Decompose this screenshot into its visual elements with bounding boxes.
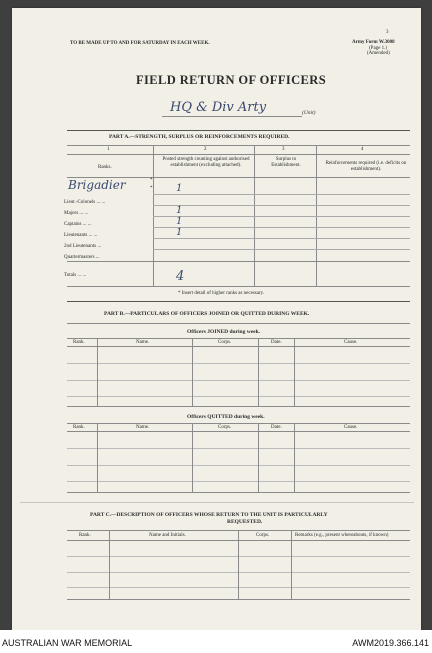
quitted-col-name: Name.: [136, 425, 150, 430]
part-a-bottom-rule: [67, 301, 410, 302]
joined-row-3: [67, 396, 410, 397]
col-num-4: 4: [361, 147, 364, 152]
col-head-reinforcements: Reinforcements required (i.e. deficits on establishment).: [325, 161, 407, 172]
rank-lieutenants: Lieutenants ... ...: [64, 233, 98, 238]
joined-vrule-2: [192, 338, 193, 406]
part-a-rule-1: [67, 145, 410, 146]
rank-lieut-colonels: Lieut.-Colonels ... ...: [64, 200, 106, 205]
part-c-col-name: Name and Initials.: [149, 533, 186, 538]
form-status: (Amended): [367, 51, 390, 56]
part-a-row-rule-5: [153, 249, 410, 250]
rank-captains: Captains ... ...: [64, 222, 92, 227]
part-a-rule-5: [67, 286, 410, 287]
quitted-row-2: [67, 465, 410, 466]
quitted-title: Officers QUITTED during week.: [187, 414, 265, 420]
form-page: (Page 1.): [369, 46, 388, 51]
part-c-col-remarks: Remarks (e.g., present whereabouts, if known): [295, 533, 389, 538]
posted-majors: 1: [176, 205, 183, 216]
joined-title: Officers JOINED during week.: [187, 329, 261, 335]
posted-lieutenants: 1: [176, 227, 183, 238]
joined-vrule-4: [294, 338, 295, 406]
rank-brigadier: Brigadier: [68, 178, 126, 192]
quitted-col-corps: Corps.: [218, 425, 232, 430]
part-c-col-corps: Corps.: [256, 533, 270, 538]
joined-head-bottom: [67, 346, 410, 347]
quitted-col-cause: Cause.: [344, 425, 358, 430]
form-sheet: [12, 8, 421, 630]
rank-majors: Majors ... ...: [64, 211, 89, 216]
joined-vrule-1: [97, 338, 98, 406]
joined-row-2: [67, 380, 410, 381]
asterisk-1: *: [150, 178, 153, 183]
quitted-row-3: [67, 481, 410, 482]
unit-handwriting: HQ & Div Arty: [170, 100, 267, 115]
joined-col-cause: Cause.: [344, 340, 358, 345]
part-a-row-rule-3: [153, 227, 410, 228]
quitted-vrule-2: [192, 423, 193, 492]
rank-2nd-lieutenants: 2nd Lieutenants ...: [64, 244, 102, 249]
part-a-row-rule-4: [153, 238, 410, 239]
quitted-col-rank: Rank.: [73, 425, 85, 430]
part-a-row-rule-0: [153, 194, 410, 195]
rank-quartermasters: Quartermasters ...: [64, 255, 100, 260]
caption-bar: [0, 630, 432, 653]
joined-head-top: [67, 338, 410, 339]
quitted-head-bottom: [67, 431, 410, 432]
col-head-posted: Posted strength counting against authorised establishment (excluding attached).: [162, 157, 250, 168]
part-a-row-rule-2: [153, 216, 410, 217]
totals-label: Totals ... ...: [64, 273, 87, 278]
joined-col-date: Date.: [271, 340, 282, 345]
part-c-heading-1: PART C.—DESCRIPTION OF OFFICERS WHOSE RETURN TO THE UNIT IS PARTICULARLY: [90, 512, 328, 518]
part-a-heading: PART A.—STRENGTH, SURPLUS OR REINFORCEMENTS REQUIRED.: [109, 134, 290, 140]
part-c-col-rank: Rank.: [79, 533, 91, 538]
unit-underline: [162, 116, 302, 117]
col-num-1: 1: [107, 147, 110, 152]
joined-col-name: Name.: [136, 340, 150, 345]
quitted-row-1: [67, 448, 410, 449]
part-c-vrule-2: [238, 530, 239, 599]
quitted-bottom: [67, 492, 410, 493]
quitted-vrule-3: [258, 423, 259, 492]
form-name: Army Form W.3008: [352, 40, 395, 45]
part-a-top-rule: [67, 130, 410, 131]
part-b-top-rule: [67, 323, 410, 324]
caption-right: AWM2019.366.141: [352, 638, 429, 648]
col-head-surplus: Surplus to Establishment.: [271, 157, 301, 168]
asterisk-2: *: [150, 186, 153, 191]
form-mark: 3: [386, 30, 389, 35]
part-c-heading-2: REQUESTED.: [227, 519, 263, 525]
totals-value: 4: [176, 269, 185, 284]
part-c-vrule-1: [109, 530, 110, 599]
part-c-vrule-3: [291, 530, 292, 599]
col-head-ranks: Ranks.: [98, 165, 112, 170]
quitted-head-top: [67, 423, 410, 424]
joined-bottom: [67, 406, 410, 407]
joined-row-1: [67, 363, 410, 364]
part-a-rule-2: [67, 154, 410, 155]
joined-col-corps: Corps.: [218, 340, 232, 345]
form-title: FIELD RETURN OF OFFICERS: [136, 73, 327, 87]
unit-label: (Unit): [302, 110, 316, 116]
col-num-2: 2: [204, 147, 207, 152]
part-a-row-rule-1: [153, 205, 410, 206]
caption-left: AUSTRALIAN WAR MEMORIAL: [2, 638, 133, 648]
fold-line: [20, 502, 414, 503]
part-b-heading: PART B.—PARTICULARS OF OFFICERS JOINED OR QUITTED DURING WEEK.: [104, 311, 310, 317]
quitted-col-date: Date.: [271, 425, 282, 430]
col-num-3: 3: [282, 147, 285, 152]
posted-captains: 1: [176, 216, 183, 227]
instruction-text: TO BE MADE UP TO AND FOR SATURDAY IN EACH WEEK.: [70, 41, 210, 46]
quitted-vrule-1: [97, 423, 98, 492]
part-c-bottom: [67, 599, 410, 600]
joined-vrule-3: [258, 338, 259, 406]
quitted-vrule-4: [294, 423, 295, 492]
part-a-rule-4: [67, 261, 410, 262]
joined-col-rank: Rank.: [73, 340, 85, 345]
part-a-footnote: * Insert detail of higher ranks as necessary.: [178, 291, 265, 296]
posted-brigadier: 1: [176, 183, 183, 194]
